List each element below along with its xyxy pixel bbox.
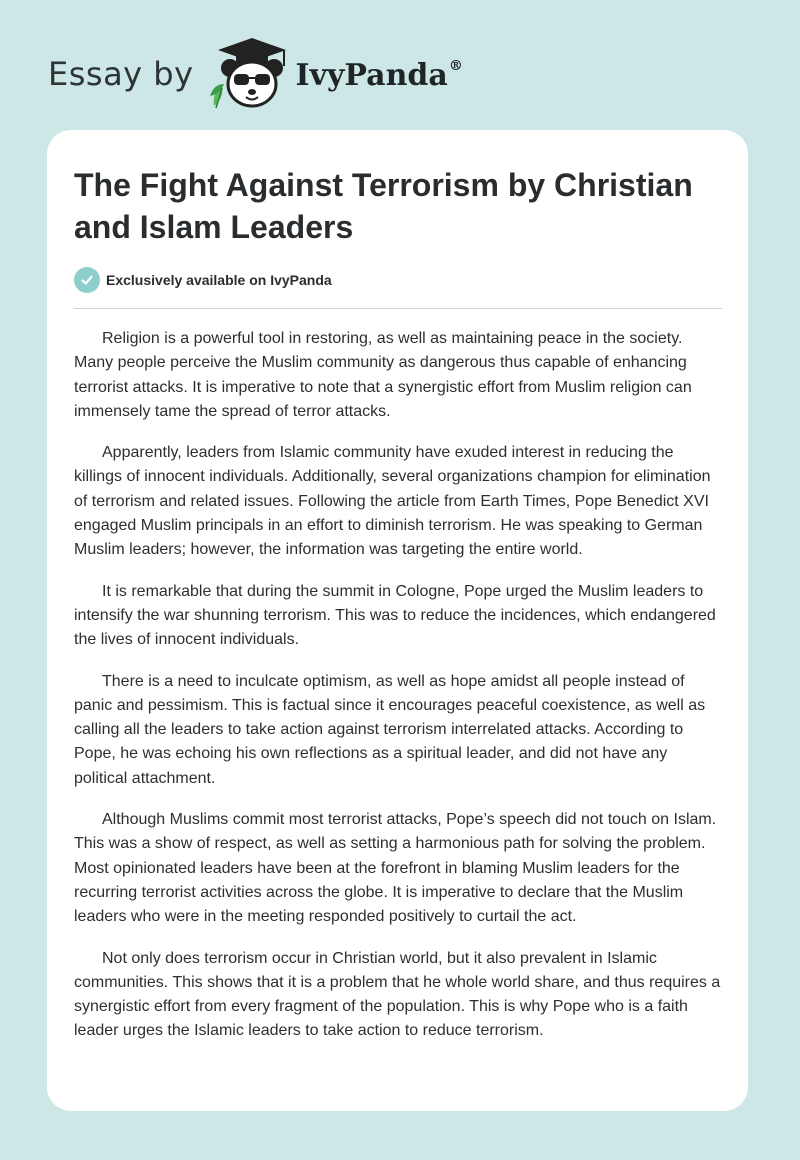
site-header [48,34,463,114]
essay-card [47,130,748,1111]
paragraph-4: There is a need to inculcate optimism, as well as hope amidst all people instead of panic and pessimism. This is factual since it encourages peaceful coexistence, as well as calling all the leaders to take action against terrorism interrelated attacks. According to Pope, he was echoing his own reflections as a spiritual leader, and did not have any political attachment. [74,672,706,787]
check-icon [74,267,100,293]
exclusive-badge-label: Exclusively available on IvyPanda [106,272,332,288]
paragraph-3: It is remarkable that during the summit in Cologne, Pope urged the Muslim leaders to intensify the war shunning terrorism. This was to reduce the incidences, which endangered the lives of innocent individuals. [74,582,716,649]
paragraph-1: Religion is a powerful tool in restoring, as well as maintaining peace in the society. Many people perceive the Muslim community as dangerous thus capable of enhancing terrorist attacks. It is imperative to note that a synergistic effort from Muslim religion can immensely tame the spread of terror attacks. [74,330,692,420]
registered-mark: ® [448,58,463,74]
brand-name[interactable] [295,58,463,93]
essay-by-label: Essay by [48,55,194,93]
paragraph-5: Although Muslims commit most terrorist attacks, Pope’s speech did not touch on Islam. This was a show of respect, as well as setting a harmonious path for solving the problem. Most opinionated leaders have been at the forefront in blaming Muslim leaders for the recurring terrorist activities across the globe. It is imperative to declare that the Muslim leaders who were in the meeting responded positively to curtail the act. [74,811,717,926]
paragraph-6: Not only does terrorism occur in Christian world, but it also prevalent in Islamic communities. This shows that it is a problem that he whole world share, and thus requires a synergistic effort from every fragment of the population. This is why Pope who is a faith leader urges the Islamic leaders to take action to reduce terrorism. [74,949,721,1040]
brand-text: IvyPanda [295,58,448,93]
page-title: The Fight Against Terrorism by Christian and Islam Leaders [74,167,693,245]
divider [74,308,722,309]
panda-graduate-logo-icon[interactable] [208,36,294,112]
exclusive-badge [74,266,722,294]
paragraph-2: Apparently, leaders from Islamic community have exuded interest in reducing the killings of innocent individuals. Additionally, several organizations champion for elimination of terrorism and related issues. Following the article from Earth Times, Pope Benedict XVI engaged Muslim principals in an effort to diminish terrorism. He was speaking to German Muslim leaders; however, the information was targeting the entire world. [74,444,711,559]
